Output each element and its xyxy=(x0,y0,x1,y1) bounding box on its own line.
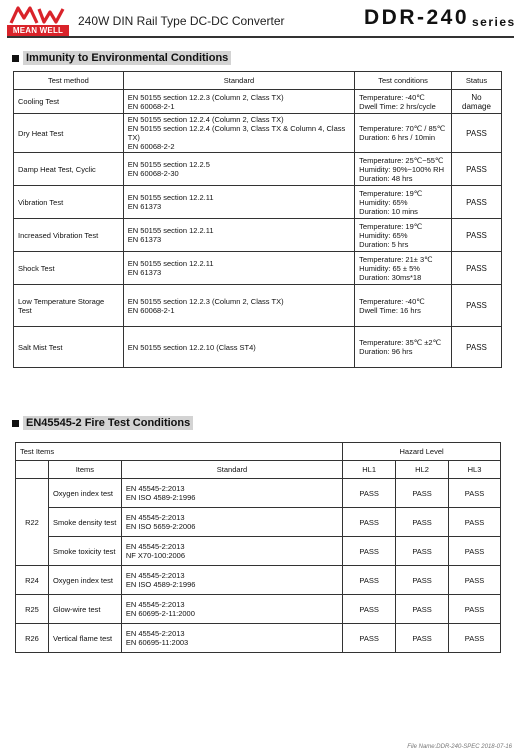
status-cell: PASS xyxy=(452,252,502,285)
product-title: 240W DIN Rail Type DC-DC Converter xyxy=(78,14,285,28)
immunity-row xyxy=(14,252,502,285)
bullet-square-icon xyxy=(12,55,19,62)
condition-line: Duration: 10 mins xyxy=(359,206,418,216)
item-cell: Vertical flame test xyxy=(48,624,121,653)
immunity-section-title: Immunity to Environmental Conditions xyxy=(23,51,231,65)
condition-line: Duration: 30ms*18 xyxy=(359,272,422,282)
condition-line: Humidity: 65% xyxy=(359,230,408,240)
fire-row xyxy=(16,624,501,653)
hl2-cell: PASS xyxy=(396,508,449,537)
model-name: DDR-240 xyxy=(364,6,470,29)
standard-line: EN 45545-2:2013 xyxy=(125,513,185,522)
standard-line: EN 45545-2:2013 xyxy=(125,629,185,638)
hl1-cell: PASS xyxy=(343,624,396,653)
condition-line: Dwell Time: 16 hrs xyxy=(359,305,421,315)
standard-cell xyxy=(123,186,354,219)
col-header-items: Items xyxy=(48,461,121,479)
status-cell: PASS xyxy=(452,219,502,252)
standard-line: EN 50155 section 12.2.3 (Column 2, Class TX) xyxy=(127,92,284,102)
brand-name: MEAN WELL xyxy=(7,25,69,36)
standard-cell xyxy=(123,153,354,186)
col-header-standard: Standard xyxy=(123,72,354,90)
standard-line: EN 60068-2-1 xyxy=(127,101,175,111)
mw-logo-mark xyxy=(7,5,69,25)
standard-cell xyxy=(123,327,354,368)
standard-line: EN 60695-11:2003 xyxy=(125,638,189,647)
immunity-header-row xyxy=(14,72,502,90)
series-label: series xyxy=(472,15,516,29)
mean-well-logo xyxy=(7,5,69,37)
hl1-cell: PASS xyxy=(343,537,396,566)
bullet-square-icon xyxy=(12,420,19,427)
fire-test-table xyxy=(15,442,501,653)
standard-line: EN 61373 xyxy=(127,268,162,277)
standard-cell xyxy=(123,285,354,327)
hl3-cell: PASS xyxy=(449,595,501,624)
hl3-cell: PASS xyxy=(449,624,501,653)
condition-line: Temperature: 19℃ xyxy=(359,221,423,231)
item-cell: Glow-wire test xyxy=(48,595,121,624)
hl2-cell: PASS xyxy=(396,479,449,508)
test-method-cell: Salt Mist Test xyxy=(14,327,124,368)
immunity-row xyxy=(14,219,502,252)
hl1-cell: PASS xyxy=(343,566,396,595)
file-name-footer: File Name:DDR-240-SPEC 2018-07-16 xyxy=(407,744,512,750)
condition-line: Duration: 6 hrs / 10min xyxy=(359,133,436,142)
hl1-cell: PASS xyxy=(343,508,396,537)
standard-line: EN 61373 xyxy=(127,202,162,211)
standard-cell xyxy=(121,566,342,595)
fire-super-header-row xyxy=(16,443,501,461)
standard-line: EN 45545-2:2013 xyxy=(125,571,185,580)
condition-line: Humidity: 90%~100% RH xyxy=(359,164,444,174)
col-header-test-conditions: Test conditions xyxy=(355,72,452,90)
condition-line: Temperature: 70℃ / 85℃ xyxy=(359,124,446,133)
standard-line: EN 50155 section 12.2.11 xyxy=(127,193,214,202)
group-code-cell: R25 xyxy=(16,595,49,624)
col-header-test-method: Test method xyxy=(14,72,124,90)
standard-line: NF X70-100:2006 xyxy=(125,551,186,560)
test-method-cell: Shock Test xyxy=(14,252,124,285)
standard-line: EN 50155 section 12.2.5 xyxy=(127,160,210,169)
fire-header-row xyxy=(16,461,501,479)
standard-line: EN ISO 5659-2:2006 xyxy=(125,522,196,531)
hazard-level-label: Hazard Level xyxy=(343,443,501,461)
col-header-status: Status xyxy=(452,72,502,90)
standard-cell xyxy=(123,252,354,285)
hl3-cell: PASS xyxy=(449,479,501,508)
group-code-cell: R26 xyxy=(16,624,49,653)
standard-line: EN 45545-2:2013 xyxy=(125,542,185,551)
test-conditions-cell xyxy=(355,153,452,186)
fire-row xyxy=(16,537,501,566)
standard-line: EN 60068-2-2 xyxy=(127,142,175,151)
test-items-label: Test Items xyxy=(16,443,343,461)
status-cell: PASS xyxy=(452,327,502,368)
hl1-cell: PASS xyxy=(343,479,396,508)
standard-cell xyxy=(121,595,342,624)
hl3-cell: PASS xyxy=(449,537,501,566)
fire-row xyxy=(16,566,501,595)
immunity-row xyxy=(14,186,502,219)
test-conditions-cell xyxy=(355,186,452,219)
standard-line: EN 50155 section 12.2.3 (Column 2, Class TX) xyxy=(127,296,284,306)
test-conditions-cell xyxy=(355,327,452,368)
fire-row xyxy=(16,508,501,537)
header-divider xyxy=(7,36,514,38)
condition-line: Humidity: 65% xyxy=(359,197,408,207)
standard-line: EN 45545-2:2013 xyxy=(125,600,185,609)
standard-line: EN 50155 section 12.2.11 xyxy=(127,226,214,235)
test-method-cell: Cooling Test xyxy=(14,90,124,114)
standard-cell xyxy=(121,479,342,508)
item-cell: Oxygen index test xyxy=(48,479,121,508)
group-code-cell: R24 xyxy=(16,566,49,595)
condition-line: Duration: 96 hrs xyxy=(359,347,413,356)
item-cell: Smoke density test xyxy=(48,508,121,537)
standard-line: EN ISO 4589-2:1996 xyxy=(125,580,196,589)
test-method-cell: Damp Heat Test, Cyclic xyxy=(14,153,124,186)
col-header-hl1: HL1 xyxy=(343,461,396,479)
condition-line: Temperature: 21± 3℃ xyxy=(359,254,433,264)
test-method-cell: Increased Vibration Test xyxy=(14,219,124,252)
condition-line: Duration: 48 hrs xyxy=(359,173,413,183)
standard-cell xyxy=(121,537,342,566)
item-cell: Oxygen index test xyxy=(48,566,121,595)
condition-line: Temperature: -40℃ xyxy=(359,92,425,102)
standard-line: EN 60695-2-11:2000 xyxy=(125,609,195,618)
hl2-cell: PASS xyxy=(396,537,449,566)
immunity-table xyxy=(13,71,502,368)
status-cell: PASS xyxy=(452,153,502,186)
standard-cell xyxy=(123,114,354,153)
immunity-section-heading xyxy=(12,51,231,65)
standard-line: EN ISO 4589-2:1996 xyxy=(125,493,196,502)
fire-section-heading xyxy=(12,416,193,430)
standard-line: EN 45545-2:2013 xyxy=(125,484,185,493)
condition-line: Temperature: 35℃ ±2℃ xyxy=(359,338,441,347)
test-conditions-cell xyxy=(355,219,452,252)
status-cell: PASS xyxy=(452,285,502,327)
col-header-hl2: HL2 xyxy=(396,461,449,479)
hl2-cell: PASS xyxy=(396,624,449,653)
col-header-hl3: HL3 xyxy=(449,461,501,479)
standard-cell xyxy=(123,219,354,252)
fire-row xyxy=(16,479,501,508)
test-method-cell: Vibration Test xyxy=(14,186,124,219)
group-code-cell: R22 xyxy=(16,479,49,566)
fire-section-title: EN45545-2 Fire Test Conditions xyxy=(23,416,193,430)
immunity-row xyxy=(14,114,502,153)
condition-line: Temperature: 19℃ xyxy=(359,188,423,198)
hl2-cell: PASS xyxy=(396,566,449,595)
status-cell: PASS xyxy=(452,114,502,153)
standard-cell xyxy=(121,624,342,653)
immunity-row xyxy=(14,90,502,114)
test-conditions-cell xyxy=(355,90,452,114)
fire-row xyxy=(16,595,501,624)
test-conditions-cell xyxy=(355,285,452,327)
condition-line: Duration: 5 hrs xyxy=(359,239,409,249)
standard-line: EN 50155 section 12.2.10 (Class ST4) xyxy=(127,342,256,352)
standard-line: EN 60068-2-30 xyxy=(127,169,179,178)
col-header-standard: Standard xyxy=(121,461,342,479)
immunity-row xyxy=(14,327,502,368)
hl2-cell: PASS xyxy=(396,595,449,624)
test-method-cell: Dry Heat Test xyxy=(14,114,124,153)
condition-line: Temperature: -40℃ xyxy=(359,296,425,306)
test-conditions-cell xyxy=(355,252,452,285)
standard-line: EN 61373 xyxy=(127,235,162,244)
standard-cell xyxy=(123,90,354,114)
item-cell: Smoke toxicity test xyxy=(48,537,121,566)
condition-line: Humidity: 65 ± 5% xyxy=(359,263,420,273)
standard-line: EN 50155 section 12.2.4 (Column 3, Class TX & Column 4, Class TX) xyxy=(127,124,346,142)
immunity-row xyxy=(14,153,502,186)
condition-line: Temperature: 25℃~55℃ xyxy=(359,155,444,165)
standard-line: EN 60068-2-1 xyxy=(127,305,175,315)
condition-line: Dwell Time: 2 hrs/cycle xyxy=(359,101,436,111)
immunity-row xyxy=(14,285,502,327)
test-conditions-cell xyxy=(355,114,452,153)
status-cell: PASS xyxy=(452,186,502,219)
test-method-cell: Low Temperature Storage Test xyxy=(14,285,124,327)
standard-line: EN 50155 section 12.2.11 xyxy=(127,259,214,268)
hl3-cell: PASS xyxy=(449,566,501,595)
status-cell: No damage xyxy=(452,90,502,114)
hl1-cell: PASS xyxy=(343,595,396,624)
hl3-cell: PASS xyxy=(449,508,501,537)
standard-line: EN 50155 section 12.2.4 (Column 2, Class TX) xyxy=(127,115,284,124)
standard-cell xyxy=(121,508,342,537)
group-header-blank xyxy=(16,461,49,479)
